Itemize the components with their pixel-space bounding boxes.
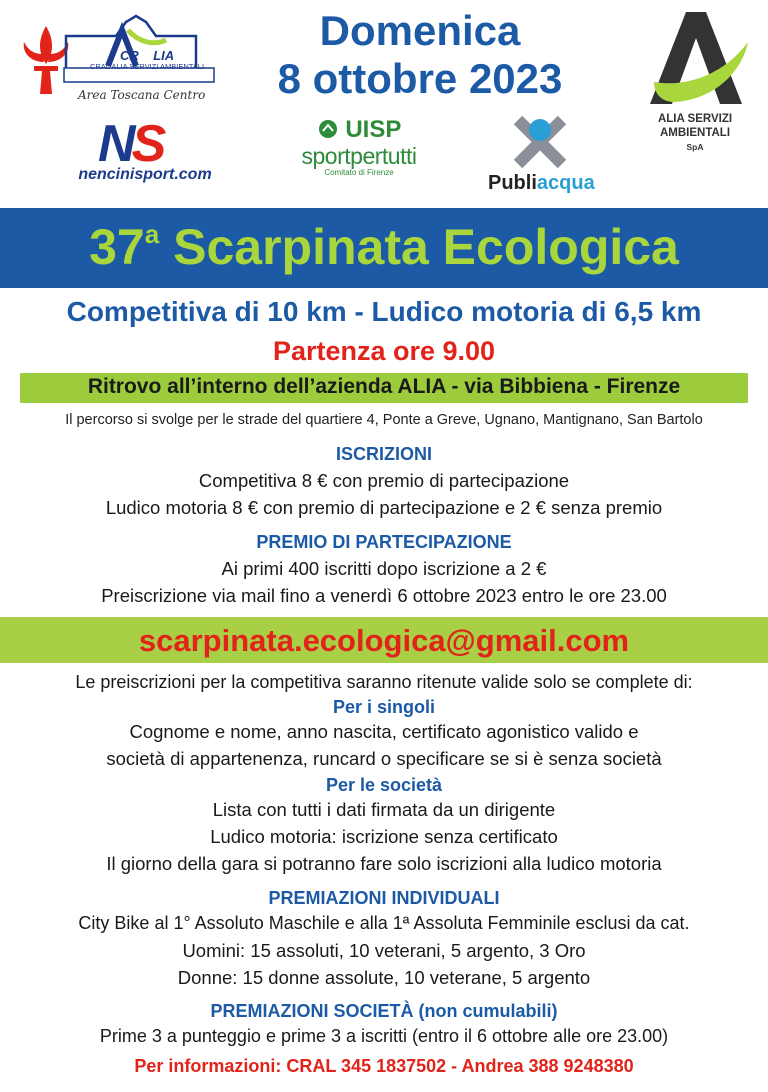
iscrizioni-heading: ISCRIZIONI [335, 444, 432, 464]
societa-heading: Per le società [325, 775, 443, 795]
nencinisport-logo [60, 115, 230, 186]
route-description: Il percorso si svolge per le strade del quartiere 4, Ponte a Greve, Ugnano, Mantignano, San Bartolo [65, 412, 703, 428]
premiazioni-individuali-line: City Bike al 1° Assoluto Maschile e alla 1ª Assoluta Femminile esclusi da cat. [78, 913, 690, 933]
uisp-logo [292, 116, 426, 196]
singoli-heading: Per i singoli [332, 697, 436, 717]
alia-logo-text: ALIA SERVIZI AMBIENTALI SpA [657, 113, 733, 152]
premiazioni-societa-line: Prime 3 a punteggio e prime 3 a iscritti (entro il 6 ottobre alle ore 23.00) [99, 1026, 669, 1046]
societa-line: Lista con tutti i dati firmata da un dirigente [212, 799, 556, 820]
cral-logo-text: CR LIA [120, 48, 175, 63]
meeting-point: Ritrovo all’interno dell’azienda ALIA - via Bibbiena - Firenze [87, 375, 681, 398]
singoli-line: Cognome e nome, anno nascita, certificato agonistico valido e [129, 721, 639, 742]
email-banner [0, 617, 768, 663]
premio-heading: PREMIO DI PARTECIPAZIONE [256, 532, 512, 552]
societa-line: Ludico motoria: iscrizione senza certificato [210, 826, 558, 847]
societa-line: Il giorno della gara si potranno fare solo iscrizioni alla ludico motoria [106, 853, 662, 874]
publiacqua-drop-icon [488, 110, 592, 172]
uisp-tagline: sportpertutti [301, 143, 417, 169]
preiscrizioni-intro: Le preiscrizioni per la competitiva saranno ritenute valide solo se complete di: [75, 672, 693, 692]
uisp-name: UISP [292, 116, 426, 144]
alia-a-icon [630, 8, 760, 112]
contact-info: Per informazioni: CRAL 345 1837502 - Andrea 388 9248380 [134, 1056, 634, 1076]
premio-line: Ai primi 400 iscritti dopo iscrizione a 2 € [221, 558, 547, 579]
meeting-point-banner [20, 373, 748, 403]
ns-mark: NS [98, 115, 163, 173]
premiazioni-individuali-line: Uomini: 15 assoluti, 10 veterani, 5 argento, 3 Oro [182, 940, 586, 961]
premiazioni-individuali-heading: PREMIAZIONI INDIVIDUALI [268, 888, 500, 908]
event-day: Domenica [319, 7, 521, 54]
nencinisport-url: nencinisport.com [78, 166, 212, 183]
singoli-line: società di appartenenza, runcard o specificare se si è senza società [106, 748, 662, 769]
uisp-runner-icon [317, 119, 339, 139]
start-time: Partenza ore 9.00 [272, 336, 496, 366]
contact-email[interactable]: scarpinata.ecologica@gmail.com [138, 623, 630, 658]
cral-logo-subtitle: CRAL ALIA SERVIZI AMBIENTALI [89, 62, 205, 71]
cral-alia-logo [16, 12, 216, 107]
race-types: Competitiva di 10 km - Ludico motoria di 6,5 km [66, 296, 702, 327]
iscrizioni-line: Competitiva 8 € con premio di partecipazione [198, 470, 570, 491]
premiazioni-individuali-line: Donne: 15 donne assolute, 10 veterane, 5 argento [177, 967, 591, 988]
premio-line: Preiscrizione via mail fino a venerdì 6 ottobre 2023 entro le ore 23.00 [101, 585, 667, 606]
publiacqua-text: Publiacqua [488, 172, 595, 194]
title-banner [0, 208, 768, 288]
alia-logo [630, 8, 760, 158]
iscrizioni-line: Ludico motoria 8 € con premio di partecipazione e 2 € senza premio [105, 497, 663, 518]
cral-logo-area: Area Toscana Centro [78, 88, 206, 102]
publiacqua-logo [488, 110, 595, 202]
event-title: 37$^a$ Scarpinata Ecologica [89, 219, 679, 275]
premiazioni-societa-heading: PREMIAZIONI SOCIETÀ (non cumulabili) [210, 1001, 558, 1021]
uisp-comitato: Comitato di Firenze [324, 168, 394, 177]
event-date: 8 ottobre 2023 [277, 55, 563, 102]
